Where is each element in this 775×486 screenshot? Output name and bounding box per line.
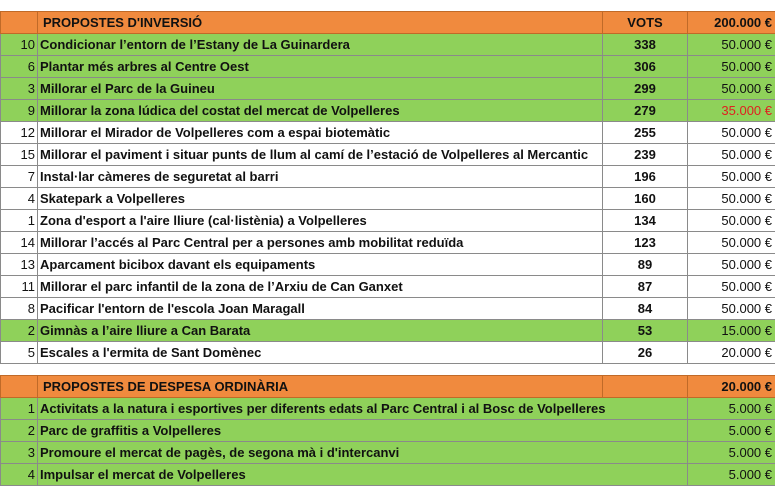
proposal-amount: 50.000 € <box>688 166 775 188</box>
proposal-description: Millorar la zona lúdica del costat del mercat de Volpelleres <box>38 100 603 122</box>
investment-total: 200.000 € <box>688 12 775 34</box>
proposal-number: 9 <box>1 100 38 122</box>
proposal-votes: 123 <box>603 232 688 254</box>
proposal-amount: 50.000 € <box>688 254 775 276</box>
proposal-amount: 5.000 € <box>688 464 775 486</box>
proposal-amount: 20.000 € <box>688 342 775 364</box>
table-row <box>1 188 775 210</box>
proposal-description: Condicionar l’entorn de l’Estany de La Guinardera <box>38 34 603 56</box>
proposal-number: 11 <box>1 276 38 298</box>
proposal-number: 12 <box>1 122 38 144</box>
table-row <box>1 34 775 56</box>
proposal-number: 6 <box>1 56 38 78</box>
proposal-number: 1 <box>1 210 38 232</box>
proposal-amount: 50.000 € <box>688 232 775 254</box>
proposal-number: 2 <box>1 420 38 442</box>
proposal-amount: 50.000 € <box>688 188 775 210</box>
proposal-votes: 338 <box>603 34 688 56</box>
proposal-number: 7 <box>1 166 38 188</box>
ordinary-expense-table <box>0 375 775 486</box>
proposal-description: Activitats a la natura i esportives per diferents edats al Parc Central i al Bosc de Volpelleres <box>38 398 688 420</box>
proposal-number: 4 <box>1 188 38 210</box>
table-row <box>1 254 775 276</box>
proposal-description: Skatepark a Volpelleres <box>38 188 603 210</box>
investment-header-row <box>1 12 775 34</box>
table-row <box>1 298 775 320</box>
proposal-description: Aparcament bicibox davant els equipaments <box>38 254 603 276</box>
table-row <box>1 78 775 100</box>
proposal-number: 14 <box>1 232 38 254</box>
table-row <box>1 398 775 420</box>
table-row <box>1 464 775 486</box>
votes-header: VOTS <box>603 12 688 34</box>
proposal-votes: 306 <box>603 56 688 78</box>
header-num-cell <box>1 376 38 398</box>
proposal-votes: 196 <box>603 166 688 188</box>
proposal-amount: 15.000 € <box>688 320 775 342</box>
proposal-number: 1 <box>1 398 38 420</box>
proposal-amount: 50.000 € <box>688 78 775 100</box>
proposal-amount: 50.000 € <box>688 276 775 298</box>
table-row <box>1 210 775 232</box>
proposal-amount: 50.000 € <box>688 56 775 78</box>
proposal-votes: 134 <box>603 210 688 232</box>
ordinary-title: PROPOSTES DE DESPESA ORDINÀRIA <box>38 376 603 398</box>
proposal-amount: 5.000 € <box>688 442 775 464</box>
proposal-votes: 84 <box>603 298 688 320</box>
table-row <box>1 232 775 254</box>
proposal-votes: 255 <box>603 122 688 144</box>
proposal-description: Instal·lar càmeres de seguretat al barri <box>38 166 603 188</box>
proposal-description: Millorar l’accés al Parc Central per a persones amb mobilitat reduïda <box>38 232 603 254</box>
proposal-number: 4 <box>1 464 38 486</box>
proposal-number: 8 <box>1 298 38 320</box>
proposal-number: 2 <box>1 320 38 342</box>
table-row <box>1 166 775 188</box>
proposal-votes: 279 <box>603 100 688 122</box>
proposal-amount: 50.000 € <box>688 34 775 56</box>
proposal-amount: 35.000 € <box>688 100 775 122</box>
proposal-number: 13 <box>1 254 38 276</box>
proposal-votes: 89 <box>603 254 688 276</box>
proposal-amount: 50.000 € <box>688 298 775 320</box>
proposal-votes: 239 <box>603 144 688 166</box>
proposal-votes: 160 <box>603 188 688 210</box>
proposal-amount: 50.000 € <box>688 210 775 232</box>
proposal-number: 3 <box>1 78 38 100</box>
investment-title: PROPOSTES D'INVERSIÓ <box>38 12 603 34</box>
header-empty-cell <box>603 376 688 398</box>
proposal-number: 10 <box>1 34 38 56</box>
table-row <box>1 342 775 364</box>
ordinary-total: 20.000 € <box>688 376 775 398</box>
investment-table <box>0 11 775 364</box>
proposal-description: Gimnàs a l’aire lliure a Can Barata <box>38 320 603 342</box>
table-row <box>1 56 775 78</box>
table-row <box>1 276 775 298</box>
proposal-votes: 299 <box>603 78 688 100</box>
proposal-description: Parc de graffitis a Volpelleres <box>38 420 688 442</box>
proposal-description: Millorar el Parc de la Guineu <box>38 78 603 100</box>
proposal-description: Promoure el mercat de pagès, de segona mà i d'intercanvi <box>38 442 688 464</box>
proposal-description: Zona d'esport a l'aire lliure (cal·listènia) a Volpelleres <box>38 210 603 232</box>
table-row <box>1 144 775 166</box>
header-num-cell <box>1 12 38 34</box>
table-row <box>1 100 775 122</box>
proposal-number: 5 <box>1 342 38 364</box>
proposal-number: 15 <box>1 144 38 166</box>
table-row <box>1 122 775 144</box>
proposal-description: Millorar el Mirador de Volpelleres com a espai biotemàtic <box>38 122 603 144</box>
proposal-description: Impulsar el mercat de Volpelleres <box>38 464 688 486</box>
proposal-number: 3 <box>1 442 38 464</box>
proposal-amount: 5.000 € <box>688 420 775 442</box>
proposal-amount: 50.000 € <box>688 144 775 166</box>
table-row <box>1 442 775 464</box>
proposal-description: Plantar més arbres al Centre Oest <box>38 56 603 78</box>
proposal-description: Millorar el paviment i situar punts de llum al camí de l’estació de Volpelleres al Mercantic <box>38 144 603 166</box>
table-row <box>1 320 775 342</box>
table-row <box>1 420 775 442</box>
proposal-description: Millorar el parc infantil de la zona de l’Arxiu de Can Ganxet <box>38 276 603 298</box>
proposal-description: Escales a l'ermita de Sant Domènec <box>38 342 603 364</box>
proposal-votes: 87 <box>603 276 688 298</box>
proposal-votes: 26 <box>603 342 688 364</box>
proposal-amount: 5.000 € <box>688 398 775 420</box>
proposal-amount: 50.000 € <box>688 122 775 144</box>
proposal-description: Pacificar l'entorn de l'escola Joan Maragall <box>38 298 603 320</box>
ordinary-header-row <box>1 376 775 398</box>
proposal-votes: 53 <box>603 320 688 342</box>
